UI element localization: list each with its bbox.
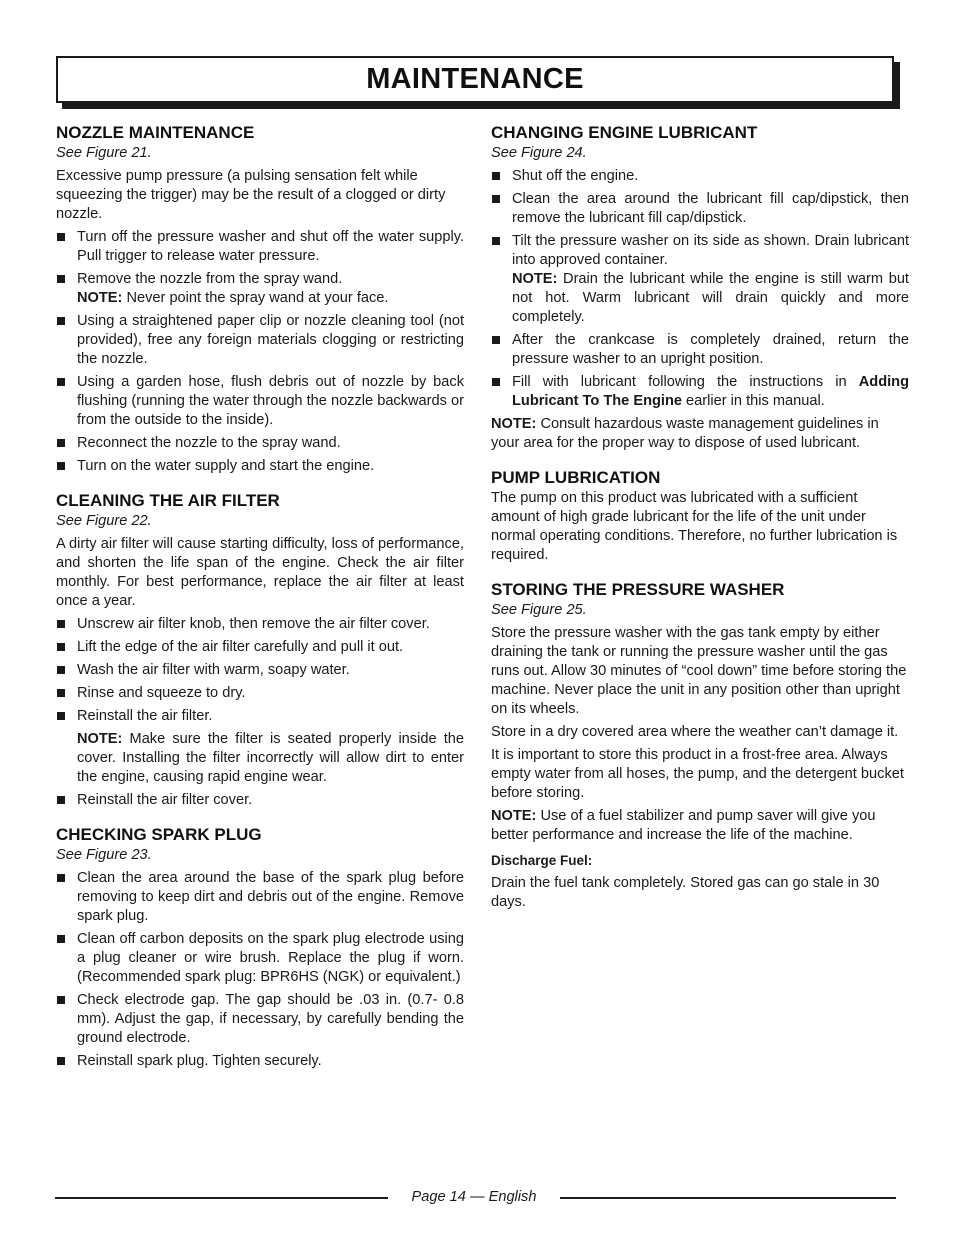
note-label: NOTE: [512,271,558,287]
note-text: Consult hazardous waste management guidelines in your area for the proper way to dispose of used lubricant. [491,416,879,451]
paragraph: A dirty air filter will cause starting difficulty, loss of performance, and shorten the life span of the engine. Check the air filter monthly. For best performance, replace the air filter at least once a year. [56,536,464,609]
figure-ref: See Figure 22. [56,513,152,529]
square-bullet-icon [492,195,500,203]
square-bullet-icon [57,796,65,804]
section-heading: CLEANING THE AIR FILTER [56,491,280,510]
square-bullet-icon [57,317,65,325]
spark-plug-section [56,824,464,1071]
list-item: Reconnect the nozzle to the spray wand. [56,434,464,453]
note [56,730,464,787]
list-item: Fill with lubricant following the instructions in Adding Lubricant To The Engine earlier in this manual. [491,373,909,411]
nozzle-section [56,122,464,476]
list-item: Reinstall the air filter cover. [56,791,464,810]
square-bullet-icon [57,712,65,720]
paragraph: It is important to store this product in a frost-free area. Always empty water from all hoses, the pump, and the detergent bucket before storing. [491,747,904,801]
section-heading: CHANGING ENGINE LUBRICANT [491,123,758,142]
page-footer [55,1188,896,1206]
list-item: Unscrew air filter knob, then remove the air filter cover. [56,615,464,634]
section-heading: NOZZLE MAINTENANCE [56,123,255,142]
bullet-list [56,869,464,1071]
figure-ref: See Figure 21. [56,145,152,161]
list-item: Rinse and squeeze to dry. [56,684,464,703]
air-filter-section [56,490,464,810]
list-item: Clean the area around the base of the spark plug before removing to keep dirt and debris out of the engine. Remove spark plug. [56,869,464,926]
note-label: NOTE: [491,416,537,432]
title-banner [56,56,894,103]
section-heading: STORING THE PRESSURE WASHER [491,580,785,599]
square-bullet-icon [492,172,500,180]
square-bullet-icon [57,874,65,882]
list-item: Turn off the pressure washer and shut off the water supply. Pull trigger to release water pressure. [56,228,464,266]
square-bullet-icon [57,233,65,241]
square-bullet-icon [57,378,65,386]
square-bullet-icon [57,643,65,651]
list-item: Shut off the engine. [491,167,909,186]
subheading: Discharge Fuel: [491,853,593,868]
list-item: Check electrode gap. The gap should be .03 in. (0.7- 0.8 mm). Adjust the gap, if necessary, by carefully bending the ground electrode. [56,991,464,1048]
pump-section [491,467,909,565]
list-item: After the crankcase is completely drained, return the pressure washer to an upright position. [491,331,909,369]
square-bullet-icon [57,1057,65,1065]
square-bullet-icon [57,275,65,283]
figure-ref: See Figure 24. [491,145,587,161]
list-item: Wash the air filter with warm, soapy water. [56,661,464,680]
square-bullet-icon [57,462,65,470]
note-label: NOTE: [491,808,537,824]
page-title: MAINTENANCE [366,63,584,95]
page-number: Page 14 — English [411,1189,537,1205]
list-item: Lift the edge of the air filter carefully and pull it out. [56,638,464,657]
note-label: NOTE: [77,731,123,747]
paragraph: Drain the fuel tank completely. Stored gas can go stale in 30 days. [491,875,880,910]
note-text: Make sure the filter is seated properly inside the cover. Installing the filter incorrectly will allow dirt to enter the engine, causing rapid engine wear. [77,731,464,785]
list-item: Reinstall spark plug. Tighten securely. [56,1052,464,1071]
note [491,807,909,845]
list-item: Using a straightened paper clip or nozzle cleaning tool (not provided), free any foreign materials clogging or restricting the nozzle. [56,312,464,369]
list-item: Clean the area around the lubricant fill cap/dipstick, then remove the lubricant fill cap/dipstick. [491,190,909,228]
right-column [491,122,909,926]
paragraph: Store in a dry covered area where the weather can’t damage it. [491,724,899,740]
square-bullet-icon [57,689,65,697]
bullet-list [56,615,464,726]
note [491,415,909,453]
bullet-list [56,791,464,810]
footer-rule [560,1197,896,1199]
list-item: Using a garden hose, flush debris out of nozzle by back flushing (running the water through the nozzle backwards or from the outside to the inside). [56,373,464,430]
cross-reference: Adding Lubricant To The Engine [512,374,909,409]
storing-section [491,579,909,912]
lubricant-section [491,122,909,453]
list-item: Tilt the pressure washer on its side as shown. Drain lubricant into approved container. NOTE: Drain the lubricant while the engine is still warm but not hot. Warm lubricant will drain quickly and more completely. [491,232,909,327]
list-item: Remove the nozzle from the spray wand. NOTE: Never point the spray wand at your face. [56,270,464,308]
square-bullet-icon [492,378,500,386]
list-item: Clean off carbon deposits on the spark plug electrode using a plug cleaner or wire brush. Replace the plug if worn. (Recommended spark plug: BPR6HS (NGK) or equivalent.) [56,930,464,987]
square-bullet-icon [57,935,65,943]
square-bullet-icon [492,237,500,245]
note-label: NOTE: [77,290,123,306]
square-bullet-icon [57,666,65,674]
note-text: Never point the spray wand at your face. [122,290,389,306]
square-bullet-icon [57,996,65,1004]
bullet-list [56,228,464,476]
list-item: Turn on the water supply and start the engine. [56,457,464,476]
note-text: Drain the lubricant while the engine is still warm but not hot. Warm lubricant will drain quickly and more completely. [512,271,909,325]
square-bullet-icon [57,620,65,628]
bullet-list [491,167,909,411]
square-bullet-icon [57,439,65,447]
paragraph: The pump on this product was lubricated with a sufficient amount of high grade lubricant for the life of the unit under normal operating conditions. Therefore, no further lubrication is required. [491,490,898,563]
left-column [56,122,464,1085]
figure-ref: See Figure 25. [491,602,587,618]
footer-rule [55,1197,388,1199]
section-heading: PUMP LUBRICATION [491,468,661,487]
square-bullet-icon [492,336,500,344]
note-text: Use of a fuel stabilizer and pump saver will give you better performance and increase the life of the machine. [491,808,876,843]
figure-ref: See Figure 23. [56,847,152,863]
list-item: Reinstall the air filter. [56,707,464,726]
paragraph: Excessive pump pressure (a pulsing sensation felt while squeezing the trigger) may be the result of a clogged or dirty nozzle. [56,168,446,222]
section-heading: CHECKING SPARK PLUG [56,825,262,844]
paragraph: Store the pressure washer with the gas tank empty by either draining the tank or running the pressure washer until the gas runs out. Allow 30 minutes of “cool down” time before storing the machine. Never place the unit in any position other than upright on its wheels. [491,625,907,717]
